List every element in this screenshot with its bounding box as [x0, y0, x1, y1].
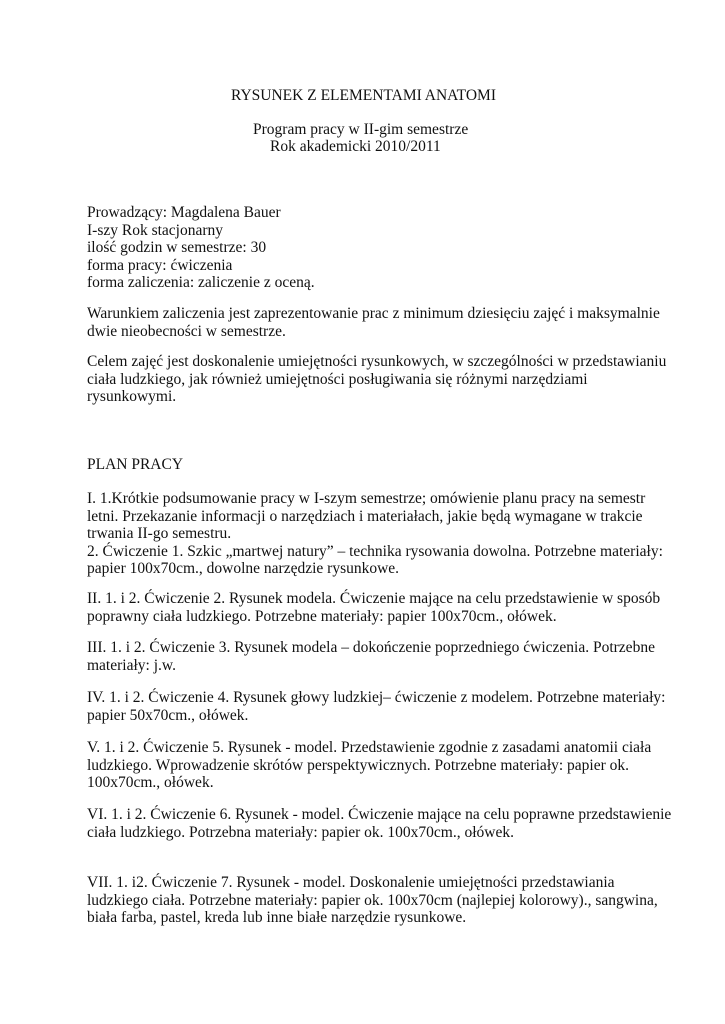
plan-heading — [87, 456, 647, 474]
info-line-year: I-szy Rok stacjonarny — [87, 221, 224, 239]
paragraph-line: II. 1. i 2. Ćwiczenie 2. Rysunek modela. Ćwiczenie mające na celu przedstawienie w sposób — [87, 590, 661, 607]
plan-section-3 — [87, 639, 655, 674]
info-line-hours: ilość godzin w semestrze: 30 — [87, 239, 267, 256]
paragraph-line: Warunkiem zaliczenia jest zaprezentowanie prac z minimum dziesięciu zajęć i maksymalnie — [87, 305, 660, 322]
paragraph-line: V. 1. i 2. Ćwiczenie 5. Rysunek - model. Przedstawienie zgodnie z zasadami anatomii ciała — [87, 739, 652, 756]
paragraph-line: dwie nieobecności w semestrze. — [87, 322, 286, 340]
plan-section-4 — [87, 689, 666, 724]
plan-section-1 — [87, 490, 663, 578]
paragraph-line: papier 100x70cm., dowolne narzędzie rysunkowe. — [87, 560, 400, 577]
paragraph-line: I. 1.Krótkie podsumowanie pracy w I-szym semestrze; omówienie planu pracy na semestr — [87, 490, 646, 507]
course-info — [87, 204, 647, 292]
info-line-instructor: Prowadzący: Magdalena Bauer — [87, 204, 281, 221]
paragraph-line: III. 1. i 2. Ćwiczenie 3. Rysunek modela – dokończenie poprzedniego ćwiczenia. Potrzebne — [87, 639, 655, 656]
plan-section-2 — [87, 590, 661, 625]
paragraph-line: poprawny ciała ludzkiego. Potrzebne materiały: papier 100x70cm., ołówek. — [87, 607, 557, 625]
paragraph-line: biała farba, pastel, kreda lub inne białe narzędzie rysunkowe. — [87, 909, 467, 926]
paragraph-line: 100x70cm., ołówek. — [87, 774, 214, 791]
paragraph-line: ciała ludzkiego, jak również umiejętności posługiwania się różnymi narzędziami — [87, 370, 588, 388]
paragraph-line: 2. Ćwiczenie 1. Szkic „martwej natury” – technika rysowania dowolna. Potrzebne materiały: — [87, 542, 663, 560]
paragraph-line: VI. 1. i 2. Ćwiczenie 6. Rysunek - model. Ćwiczenie mające na celu poprawne przedstawienie — [87, 806, 672, 823]
paragraph-line: IV. 1. i 2. Ćwiczenie 4. Rysunek głowy ludzkiej– ćwiczenie z modelem. Potrzebne materiały: — [87, 689, 666, 706]
academic-year: Rok akademicki 2010/2011 — [270, 138, 441, 155]
paragraph-line: ciała ludzkiego. Potrzebna materiały: papier ok. 100x70cm., ołówek. — [87, 823, 514, 841]
info-line-form: forma pracy: ćwiczenia — [87, 256, 233, 274]
info-line-assessment: forma zaliczenia: zaliczenie z oceną. — [87, 274, 315, 291]
paragraph-line: Celem zajęć jest doskonalenie umiejętności rysunkowych, w szczególności w przedstawianiu — [87, 353, 667, 370]
paragraph-line: letni. Przekazanie informacji o narzędziach i materiałach, jakie będą wymagane w trakcie — [87, 507, 643, 525]
paragraph-line: materiały: j.w. — [87, 656, 176, 674]
paragraph-line: papier 50x70cm., ołówek. — [87, 706, 249, 724]
conditions-paragraph — [87, 305, 660, 340]
plan-section-6 — [87, 806, 672, 841]
paragraph-line: ludzkiego ciała. Potrzebne materiały: papier ok. 100x70cm (najlepiej kolorowy)., sangwina, — [87, 891, 658, 909]
paragraph-line: VII. 1. i2. Ćwiczenie 7. Rysunek - model. Doskonalenie umiejętności przedstawiania — [87, 874, 615, 891]
paragraph-line: trwania II-go semestru. — [87, 525, 232, 542]
goal-paragraph — [87, 353, 667, 406]
plan-heading-text: PLAN PRACY — [87, 456, 184, 473]
plan-section-5 — [87, 739, 652, 792]
document-title: RYSUNEK Z ELEMENTAMI ANATOMI — [231, 87, 496, 104]
paragraph-line: ludzkiego. Wprowadzenie skrótów perspektywicznych. Potrzebne materiały: papier ok. — [87, 756, 630, 774]
plan-section-7 — [87, 874, 658, 927]
paragraph-line: rysunkowymi. — [87, 388, 177, 405]
document-subtitle: Program pracy w II-gim semestrze — [253, 121, 469, 138]
